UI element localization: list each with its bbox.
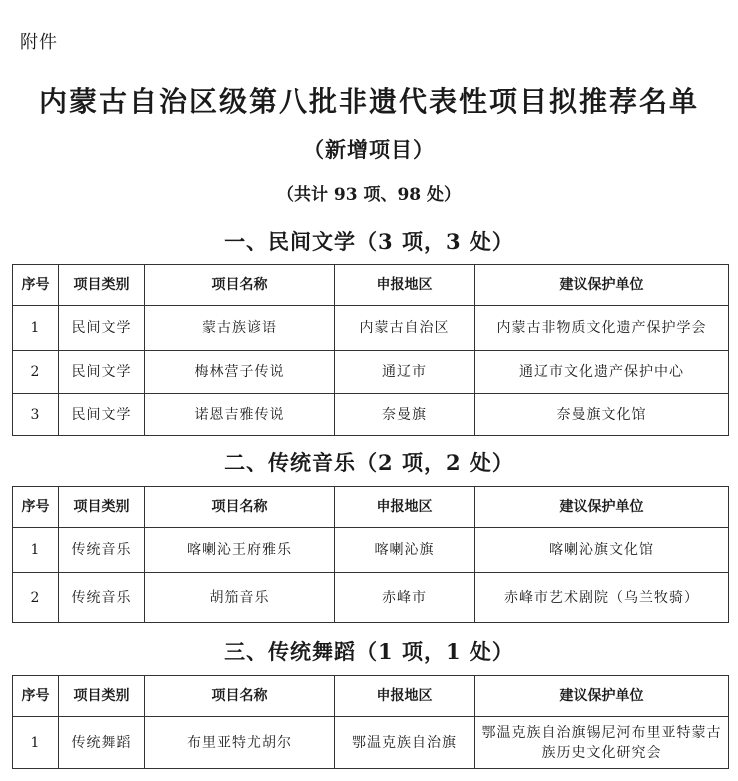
cell-index: 3 [13,394,59,436]
section-title-traditional-dance: 三、传统舞蹈（1 项，1 处） [224,639,514,664]
cell-region: 赤峰市 [335,573,475,623]
cell-project-name: 布里亚特尤胡尔 [145,717,335,769]
header-region: 申报地区 [335,487,475,528]
header-index: 序号 [13,676,59,717]
cell-protection-unit: 鄂温克族自治旗锡尼河布里亚特蒙古族历史文化研究会 [475,717,729,769]
table-row [13,394,729,436]
cell-category: 传统音乐 [59,528,145,573]
table-header-row [13,676,729,717]
cell-index: 2 [13,351,59,394]
table-row [13,717,729,769]
cell-region: 内蒙古自治区 [335,306,475,351]
cell-index: 1 [13,528,59,573]
document-title: 内蒙古自治区级第八批非遗代表性项目拟推荐名单 [38,85,699,118]
document-subtitle: （新增项目） [303,137,435,162]
cell-index: 1 [13,717,59,769]
cell-project-name: 梅林营子传说 [145,351,335,394]
attachment-label: 附件 [20,32,58,53]
header-protection-unit: 建议保护单位 [475,676,729,717]
cell-index: 1 [13,306,59,351]
cell-protection-unit: 赤峰市艺术剧院（乌兰牧骑） [475,573,729,623]
section-title-folk-literature: 一、民间文学（3 项，3 处） [224,229,514,254]
header-project-name: 项目名称 [145,487,335,528]
table-traditional-dance [12,675,729,769]
section-title-traditional-music: 二、传统音乐（2 项，2 处） [224,450,514,475]
cell-protection-unit: 奈曼旗文化馆 [475,394,729,436]
cell-project-name: 喀喇沁王府雅乐 [145,528,335,573]
cell-index: 2 [13,573,59,623]
table-folk-literature [12,264,729,436]
table-row [13,573,729,623]
item-count: （共计 93 项、98 处） [276,185,462,205]
cell-category: 民间文学 [59,394,145,436]
header-region: 申报地区 [335,676,475,717]
table-row [13,351,729,394]
table-header-row [13,265,729,306]
cell-category: 民间文学 [59,351,145,394]
cell-project-name: 蒙古族谚语 [145,306,335,351]
cell-category: 传统音乐 [59,573,145,623]
header-protection-unit: 建议保护单位 [475,265,729,306]
header-region: 申报地区 [335,265,475,306]
cell-protection-unit: 内蒙古非物质文化遗产保护学会 [475,306,729,351]
header-category: 项目类别 [59,487,145,528]
table-header-row [13,487,729,528]
cell-category: 传统舞蹈 [59,717,145,769]
cell-category: 民间文学 [59,306,145,351]
header-protection-unit: 建议保护单位 [475,487,729,528]
cell-region: 奈曼旗 [335,394,475,436]
table-row [13,528,729,573]
header-project-name: 项目名称 [145,265,335,306]
header-project-name: 项目名称 [145,676,335,717]
header-category: 项目类别 [59,265,145,306]
cell-region: 鄂温克族自治旗 [335,717,475,769]
cell-region: 通辽市 [335,351,475,394]
cell-project-name: 诺恩吉雅传说 [145,394,335,436]
cell-protection-unit: 喀喇沁旗文化馆 [475,528,729,573]
header-category: 项目类别 [59,676,145,717]
table-traditional-music [12,486,729,623]
header-index: 序号 [13,487,59,528]
table-row [13,306,729,351]
cell-region: 喀喇沁旗 [335,528,475,573]
cell-protection-unit: 通辽市文化遗产保护中心 [475,351,729,394]
cell-project-name: 胡笳音乐 [145,573,335,623]
header-index: 序号 [13,265,59,306]
